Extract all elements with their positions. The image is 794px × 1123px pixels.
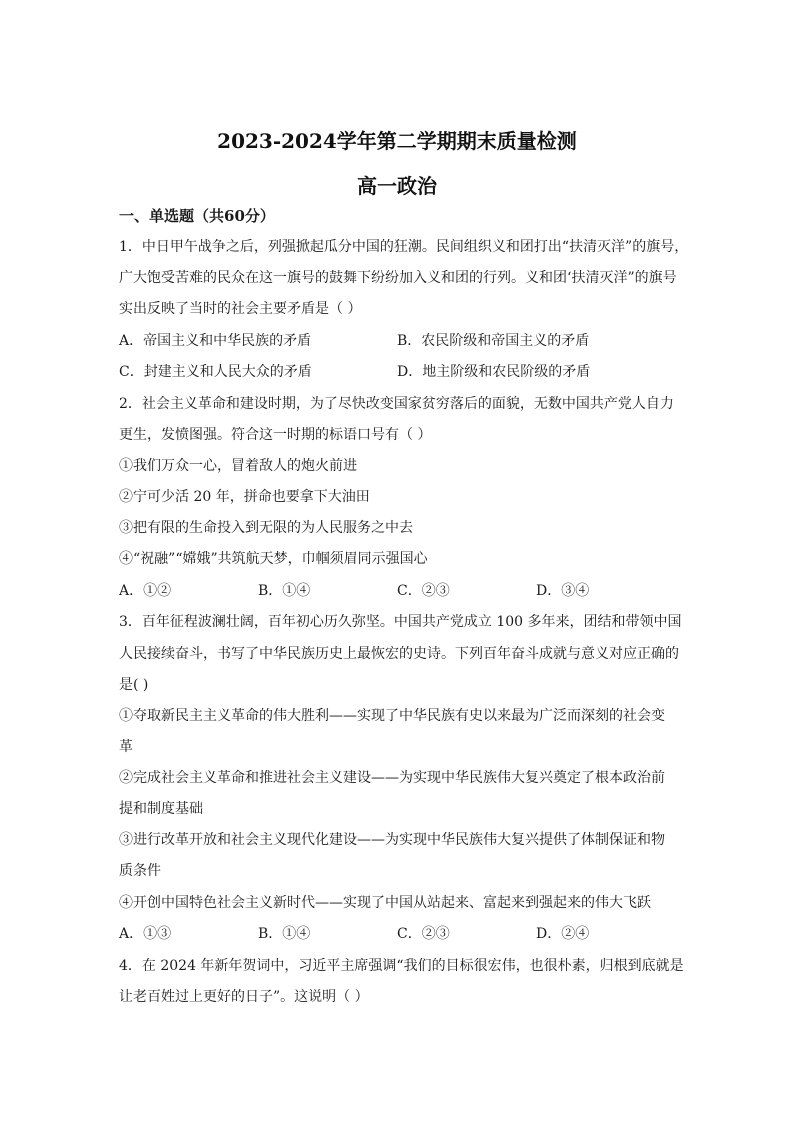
- q1-option-d: D．地主阶级和农民阶级的矛盾: [397, 364, 591, 380]
- q3-statement: 提和制度基础: [119, 801, 203, 817]
- q2-statement: ②宁可少活 20 年，拼命也要拿下大油田: [119, 489, 370, 505]
- q2-option-b: B．①④: [258, 583, 311, 599]
- q3-statement: ②完成社会主义革命和推进社会主义建设——为实现中华民族伟大复兴奠定了根本政治前: [119, 770, 665, 786]
- q2-stem-line: 2．社会主义革命和建设时期，为了尽快改变国家贫穷落后的面貌，无数中国共产党人自力: [119, 396, 674, 412]
- exam-subject: 高一政治: [357, 174, 437, 198]
- q1-option-b: B．农民阶级和帝国主义的矛盾: [397, 333, 590, 349]
- section-heading: 一、单选题（共60分）: [119, 207, 275, 225]
- q3-stem-line: 是( ): [119, 677, 149, 693]
- q3-option-b: B．①④: [258, 926, 311, 942]
- q1-option-c: C．封建主义和人民大众的矛盾: [119, 364, 312, 380]
- q2-statement: ③把有限的生命投入到无限的为人民服务之中去: [119, 520, 413, 536]
- q1-option-a: A．帝国主义和中华民族的矛盾: [119, 333, 312, 349]
- q3-option-c: C．②③: [397, 926, 450, 942]
- q2-stem-line: 更生，发愤图强。符合这一时期的标语口号有（ ）: [119, 427, 432, 443]
- q3-statement: 革: [119, 739, 133, 755]
- q1-stem-line: 广大饱受苦难的民众在这一旗号的鼓舞下纷纷加入义和团的行列。义和团‘扶清灭洋”的旗号: [119, 270, 677, 286]
- q1-stem-line: 1．中日甲午战争之后，列强掀起瓜分中国的狂潮。民间组织义和团打出“扶清灭洋”的旗号，: [119, 239, 689, 255]
- q3-statement: 质条件: [119, 863, 161, 879]
- q3-statement: ④开创中国特色社会主义新时代——实现了中国从站起来、富起来到强起来的伟大飞跃: [119, 895, 651, 911]
- q2-option-d: D．③④: [536, 583, 590, 599]
- exam-title: 2023-2024学年第二学期期末质量检测: [217, 129, 577, 153]
- q4-stem-line: 让老百姓过上更好的日子”。这说明（ ）: [119, 989, 369, 1005]
- q1-stem-line: 实出反映了当时的社会主要矛盾是（ ）: [119, 301, 362, 317]
- q3-statement: ③进行改革开放和社会主义现代化建设——为实现中华民族伟大复兴提供了体制保证和物: [119, 832, 665, 848]
- q4-stem-line: 4．在 2024 年新年贺词中，习近平主席强调“我们的目标很宏伟，也很朴素，归根到底就是: [119, 958, 684, 974]
- q2-option-a: A．①②: [119, 583, 172, 599]
- q2-statement: ①我们万众一心，冒着敌人的炮火前进: [119, 458, 357, 474]
- q2-statement: ④“祝融”“嫦娥”共筑航天梦，巾帼须眉同示强国心: [119, 551, 428, 567]
- q3-option-a: A．①③: [119, 926, 172, 942]
- q3-option-d: D．②④: [536, 926, 590, 942]
- q3-statement: ①夺取新民主主义革命的伟大胜利——实现了中华民族有史以来最为广泛而深刻的社会变: [119, 708, 665, 724]
- q3-stem-line: 人民接续奋斗，书写了中华民族历史上最恢宏的史诗。下列百年奋斗成就与意义对应正确的: [119, 646, 679, 662]
- q2-option-c: C．②③: [397, 583, 450, 599]
- q3-stem-line: 3．百年征程波澜壮阔，百年初心历久弥坚。中国共产党成立 100 多年来，团结和带领中国: [119, 614, 682, 630]
